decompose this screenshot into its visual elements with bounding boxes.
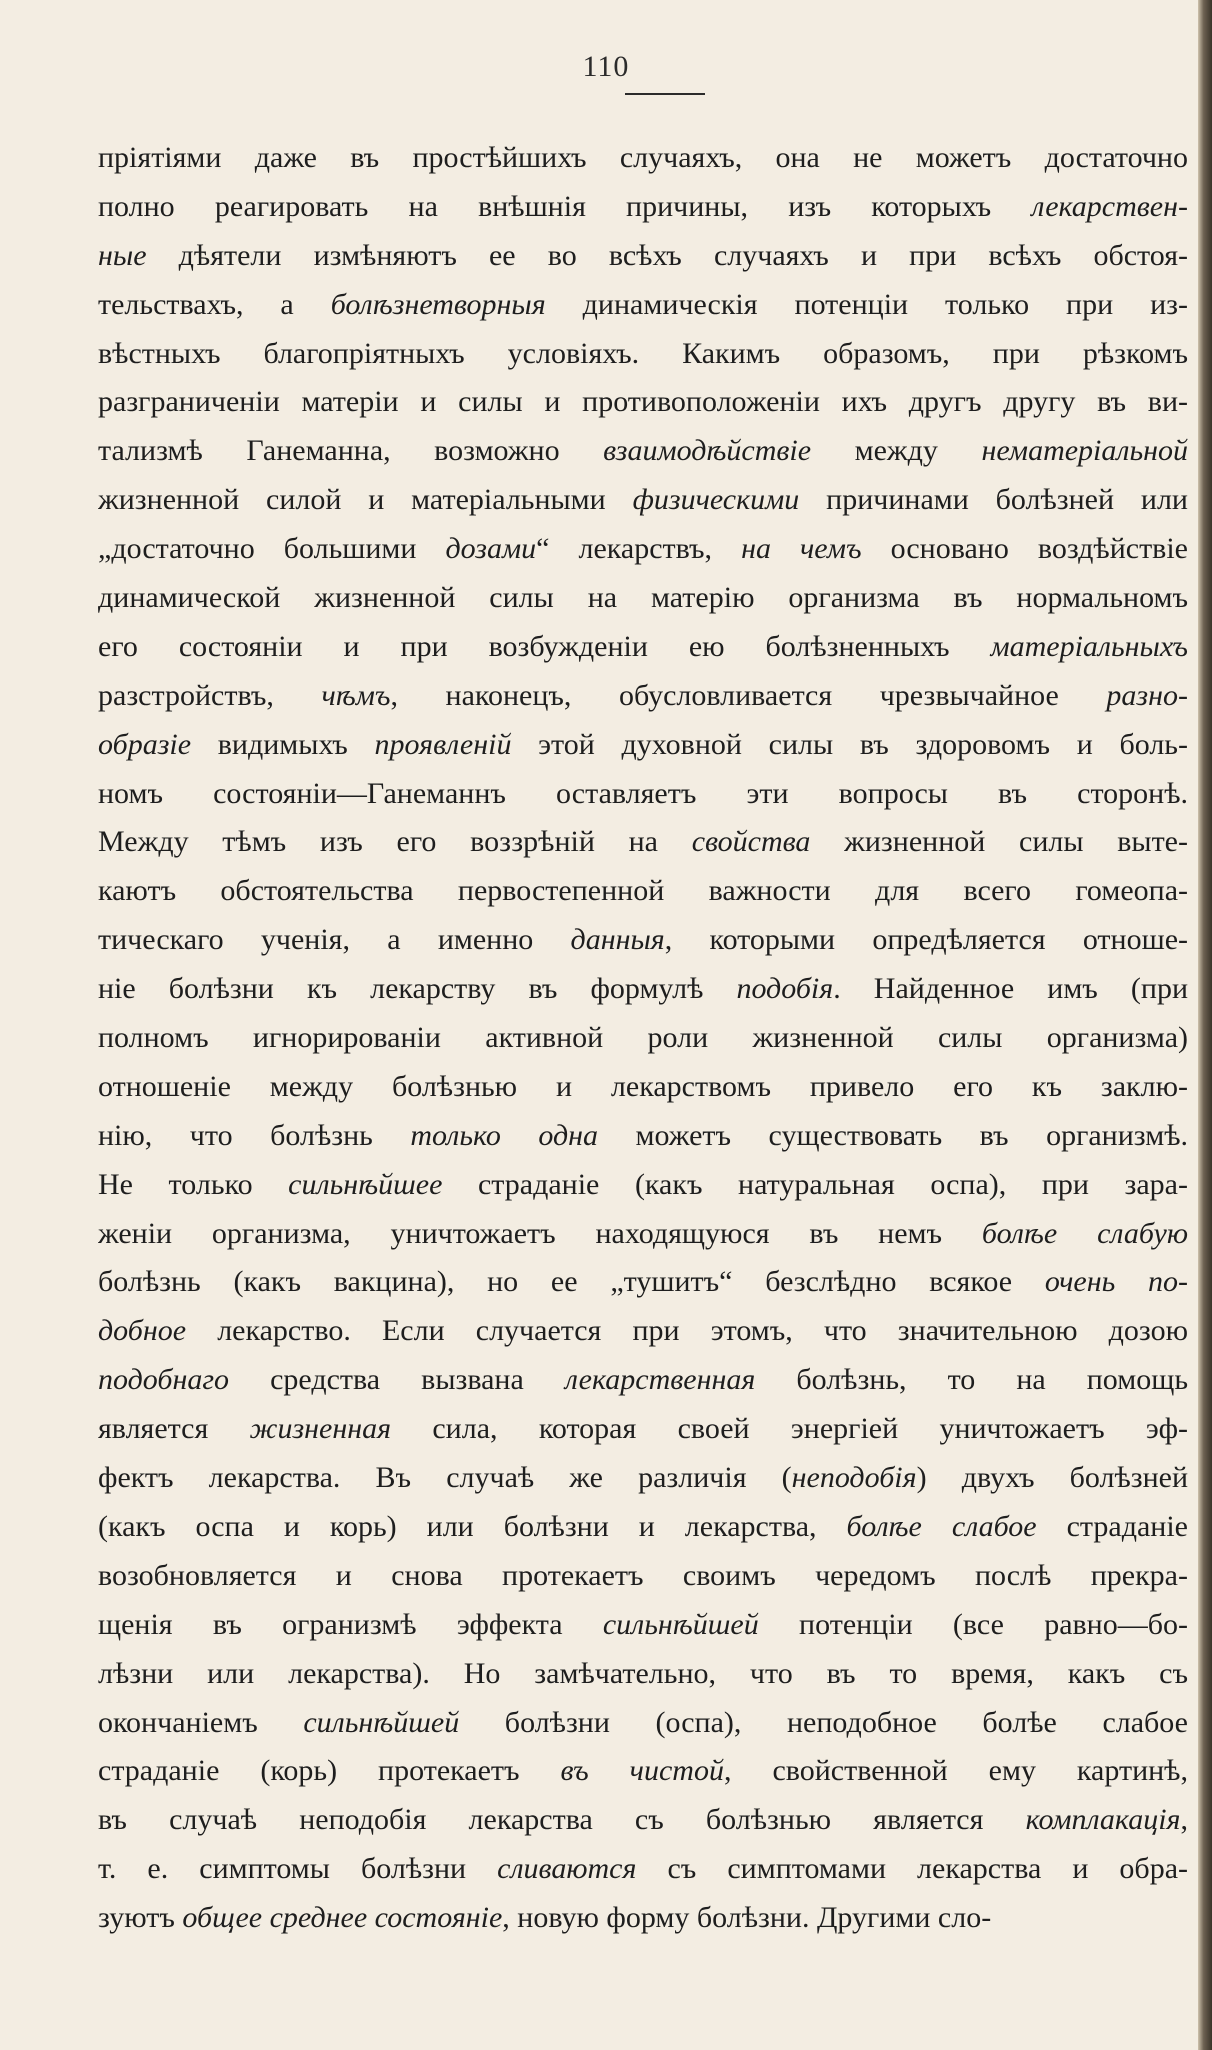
italic-text: свойства [691,825,811,859]
italic-text: только одна [410,1118,599,1152]
text-run: страданіе (какъ натуральная оспа), при зара- [442,1167,1188,1201]
text-line [98,1063,1188,1112]
body-text [98,134,1188,1943]
italic-text: болѣзнетворныя [330,287,546,321]
text-line [98,476,1188,525]
text-run: , свойственной ему картинѣ, [723,1754,1188,1788]
text-run: основано воздѣйствіе [861,532,1188,566]
text-run: (какъ оспа и корь) или болѣзни и лекарства, [98,1509,847,1543]
text-line [98,1161,1188,1210]
text-run: въ случаѣ неподобія лекарства съ болѣзнью является [98,1803,1026,1837]
text-run: болѣзни (оспа), неподобное болѣе слабое [459,1705,1188,1739]
text-run: отношеніе между болѣзнью и лекарствомъ привело его къ заклю- [98,1069,1188,1103]
text-run: средства вызвана [229,1363,565,1397]
text-run: между [811,434,982,468]
text-line [98,1894,1188,1943]
text-run: окончаніемъ [98,1705,304,1739]
italic-text: сильнѣйшей [303,1705,460,1739]
text-run: , [1180,1803,1188,1837]
text-run: нію, что болѣзнь [98,1118,411,1152]
italic-text: въ чистой [560,1754,724,1788]
text-run: , которыми опредѣляется отноше- [664,923,1188,957]
italic-text: взаимодѣйствіе [603,434,812,468]
text-run: жизненной силой и матеріальными [98,483,633,517]
text-run: причинами болѣзней или [799,483,1188,517]
text-line [98,232,1188,281]
text-run: тическаго ученія, а именно [98,923,571,957]
italic-text: болѣе слабую [981,1216,1188,1250]
text-run: “ лекарствъ, [536,532,742,566]
text-line [98,134,1188,183]
text-line [98,427,1188,476]
italic-text: разно- [1106,678,1188,712]
text-run: ) двухъ болѣзней [916,1461,1188,1495]
text-line [98,1454,1188,1503]
italic-text: лекарствен- [1031,189,1188,223]
text-line [98,281,1188,330]
text-run: возобновляется и снова протекаетъ своимъ чередомъ послѣ прекра- [98,1558,1188,1592]
text-run: „достаточно большими [98,532,446,566]
text-run: фектъ лекарства. Въ случаѣ же различія ( [98,1461,792,1495]
text-run: страданіе (корь) протекаетъ [98,1754,561,1788]
italic-text: данныя [570,923,665,957]
italic-text: подобнаго [98,1363,230,1397]
text-line [98,1601,1188,1650]
italic-text: нематеріальной [981,434,1188,468]
text-line [98,1405,1188,1454]
text-run: лѣзни или лекарства). Но замѣчательно, что въ то время, какъ съ [98,1656,1188,1690]
text-line [98,330,1188,379]
text-run: сила, которая своей энергіей уничтожаетъ эф- [391,1412,1188,1446]
text-run: жизненной силы выте- [810,825,1188,859]
italic-text: дозами [445,532,537,566]
italic-text: сильнѣйшей [602,1607,759,1641]
text-run: можетъ существовать въ организмѣ. [598,1118,1188,1152]
italic-text: на чемъ [741,532,862,566]
text-run: является [98,1412,250,1446]
text-run: щенія въ огранизмѣ эффекта [98,1607,603,1641]
text-run: потенціи (все равно—бо- [758,1607,1188,1641]
text-run: видимыхъ [191,727,375,761]
text-line [98,378,1188,427]
text-line [98,1552,1188,1601]
text-run: т. е. симптомы болѣзни [98,1852,498,1886]
text-run: полно реагировать на внѣшнія причины, изъ которыхъ [98,189,1032,223]
italic-text: подобія [736,972,834,1006]
text-run: . Найденное имъ (при [833,972,1188,1006]
text-run: разстройствъ, [98,678,322,712]
italic-text: физическими [632,483,800,517]
text-line [98,1356,1188,1405]
page-number-rule [625,93,705,95]
italic-text: сильнѣйшее [288,1167,443,1201]
text-line [98,867,1188,916]
text-run: страданіе [1036,1509,1188,1543]
text-line [98,1650,1188,1699]
text-line [98,672,1188,721]
italic-text: жизненная [249,1412,392,1446]
italic-text: сливаются [497,1852,637,1886]
text-run: тельствахъ, а [98,287,331,321]
italic-text: добное [98,1314,187,1348]
text-line [98,1258,1188,1307]
text-run: динамическія потенціи только при из- [545,287,1188,321]
text-line [98,525,1188,574]
text-line [98,1747,1188,1796]
italic-text: общее среднее состояніе [182,1901,503,1935]
text-line [98,721,1188,770]
italic-text: ные [98,238,147,272]
text-line [98,1503,1188,1552]
italic-text: проявленій [374,727,512,761]
italic-text: лекарственная [564,1363,756,1397]
text-run: ніе болѣзни къ лекарству въ формулѣ [98,972,737,1006]
italic-text: матеріальныхъ [990,629,1188,663]
text-line [98,770,1188,819]
text-line [98,965,1188,1014]
italic-text: болѣе слабое [846,1509,1037,1543]
text-run: полномъ игнорированіи активной роли жизненной силы организма) [98,1021,1188,1055]
text-line [98,916,1188,965]
text-run: этой духовной силы въ здоровомъ и боль- [511,727,1188,761]
text-run: , новую форму болѣзни. Другими сло- [502,1901,992,1935]
text-line [98,1796,1188,1845]
text-line [98,574,1188,623]
text-line [98,1112,1188,1161]
text-line [98,1845,1188,1894]
italic-text: чѣмъ [321,678,391,712]
text-run: номъ состояніи—Ганеманнъ оставляетъ эти вопросы въ сторонѣ. [98,776,1188,810]
text-line [98,1210,1188,1259]
page-number: 110 [582,50,630,83]
text-line [98,183,1188,232]
text-run: его состояніи и при возбужденіи ею болѣзненныхъ [98,629,991,663]
text-run: тализмѣ Ганеманна, возможно [98,434,604,468]
text-run: каютъ обстоятельства первостепенной важности для всего гомеопа- [98,874,1188,908]
text-run: дѣятели измѣняютъ ее во всѣхъ случаяхъ и при всѣхъ обстоя- [146,238,1188,272]
text-run: болѣзнь, то на помощь [755,1363,1188,1397]
text-line [98,623,1188,672]
text-run: Между тѣмъ изъ его воззрѣній на [98,825,692,859]
text-run: пріятіями даже въ простѣйшихъ случаяхъ, она не можетъ достаточно [98,141,1188,174]
text-line [98,1307,1188,1356]
text-run: разграниченіи матеріи и силы и противоположеніи ихъ другъ другу въ ви- [98,385,1188,419]
italic-text: неподобія [791,1461,917,1495]
text-run: динамической жизненной силы на матерію организма въ нормальномъ [98,581,1188,615]
text-run: вѣстныхъ благопріятныхъ условіяхъ. Какимъ образомъ, при рѣзкомъ [98,336,1188,370]
text-line [98,1014,1188,1063]
text-run: женіи организма, уничтожаетъ находящуюся въ немъ [98,1216,982,1250]
text-run: съ симптомами лекарства и обра- [636,1852,1188,1886]
text-line [98,1699,1188,1748]
text-run: лекарство. Если случается при этомъ, что значительною дозою [186,1314,1188,1348]
text-run: Не только [98,1167,289,1201]
binding-edge [1198,0,1212,2050]
text-run: болѣзнь (какъ вакцина), но ее „тушитъ“ безслѣдно всякое [98,1265,1045,1299]
text-run: , наконецъ, обусловливается чрезвычайное [390,678,1107,712]
text-line [98,818,1188,867]
text-run: зуютъ [98,1901,183,1935]
italic-text: очень по- [1044,1265,1188,1299]
italic-text: комплакація [1025,1803,1181,1837]
italic-text: образіе [98,727,192,761]
